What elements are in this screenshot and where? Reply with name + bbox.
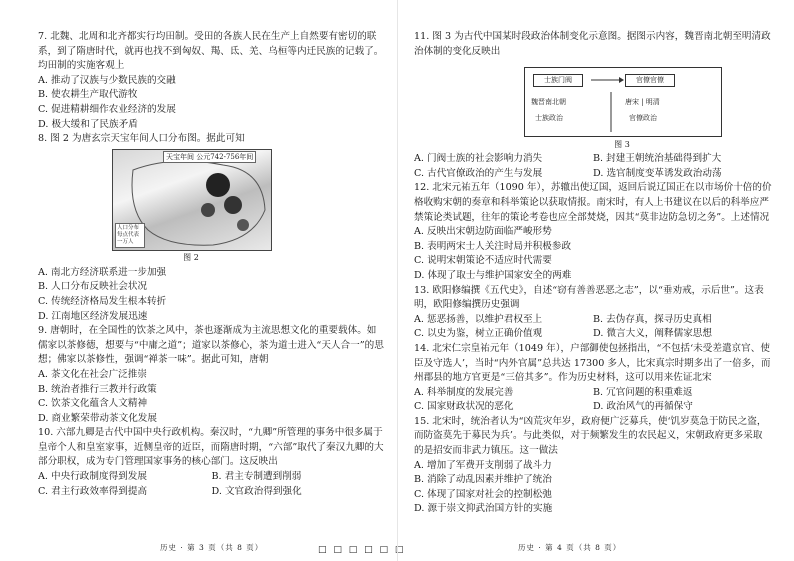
option-8b[interactable]: B. 人口分布反映社会状况 xyxy=(38,281,148,293)
option-13a[interactable]: A. 惩恶扬善，以维护君权至上 xyxy=(414,313,543,325)
page-right xyxy=(397,0,794,561)
figure-3-caption: 图 3 xyxy=(614,140,630,150)
question-8-text: 8. 图 2 为唐玄宗天宝年间人口分布图。据此可知 xyxy=(38,133,245,145)
option-9c[interactable]: C. 饮茶文化蕴含人文精神 xyxy=(38,398,148,410)
option-15c[interactable]: C. 体现了国家对社会的控制松弛 xyxy=(414,488,552,500)
question-12 xyxy=(414,181,772,283)
map-legend: 人口分布 每点代表 一万人 xyxy=(115,223,145,248)
diagram-label-period2: 唐宋 | 明清 xyxy=(625,98,660,107)
question-12-text: 12. 北宋元祐五年（1090 年），苏辙出使辽国，返回后说辽国正在以市场价十倍的价格收购宋朝的奏章和科举策论以获取情报。南宋时，有人上书建议在以后的科举应严禁策论类试题，往年的策论考卷也应全部焚烧，因其“莫非边防急切之务”。上述情况 xyxy=(414,182,772,223)
option-10d[interactable]: D. 文官政治得到强化 xyxy=(211,485,302,497)
diagram-box-gentry: 士族门阀 xyxy=(533,74,583,87)
option-15b[interactable]: B. 消除了动乱因素并维护了统治 xyxy=(414,474,552,486)
option-7b[interactable]: B. 使农耕生产取代游牧 xyxy=(38,89,138,101)
option-13b[interactable]: B. 去伪存真，探寻历史真相 xyxy=(593,313,712,325)
question-13 xyxy=(414,284,772,342)
option-9b[interactable]: B. 统治者推行三教并行政策 xyxy=(38,383,157,395)
question-11-text: 11. 图 3 为古代中国某时段政治体制变化示意图。据图示内容，魏晋南北朝至明清政治体制的变化反映出 xyxy=(414,31,771,57)
question-8 xyxy=(38,132,385,324)
figure-3-diagram xyxy=(524,67,722,137)
option-10c[interactable]: C. 君主行政效率得到提高 xyxy=(38,485,148,497)
option-12b[interactable]: B. 表明两宋士人关注时局并积极参政 xyxy=(414,240,572,252)
question-14-text: 14. 北宋仁宗皇祐元年（1049 年），户部御使包拯指出，“不包括‘未受差遣京官、使臣及守选人’，当时“内外官属”总共达 17300 多人，比宋真宗时期多出了一倍多，而州郡县的地方官更是“三倍其多”。作为历史材料，这可以用来佐证北宋 xyxy=(414,342,771,384)
diagram-label-period1: 魏晋南北朝 xyxy=(531,98,566,107)
population-map xyxy=(112,149,272,251)
option-7c[interactable]: C. 促进精耕细作农业经济的发展 xyxy=(38,103,176,115)
option-12d[interactable]: D. 体现了取士与维护国家安全的两难 xyxy=(414,269,572,281)
option-13d[interactable]: D. 微言大义，阐释儒家思想 xyxy=(593,328,712,340)
question-14 xyxy=(414,342,772,415)
question-13-text: 13. 欧阳修编撰《五代史》，自述“窃有善善恶恶之志”，以“垂劝戒，示后世”。这表明，欧阳修编撰历史强调 xyxy=(414,284,764,311)
option-8a[interactable]: A. 南北方经济联系进一步加强 xyxy=(38,266,167,278)
question-10 xyxy=(38,426,385,499)
question-10-text: 10. 六部九卿是古代中国中央行政机构。秦汉时，“九卿”所管理的事务中很多属于皇帝个人和皇室家事，近侧皇帝的近臣，而隋唐时期，“六部”取代了秦汉九卿的大部分职权，成为专门管理国家事务的核心部门。这反映出 xyxy=(38,427,384,468)
option-15d[interactable]: D. 源于崇文抑武治国方针的实施 xyxy=(414,503,553,515)
option-8d[interactable]: D. 江南地区经济发展迅速 xyxy=(38,310,148,322)
figure-2-caption: 图 2 xyxy=(183,252,199,262)
option-12a[interactable]: A. 反映出宋朝边防面临严峻形势 xyxy=(414,226,552,238)
option-7d[interactable]: D. 极大缓和了民族矛盾 xyxy=(38,118,138,130)
option-10a[interactable]: A. 中央行政制度得到发展 xyxy=(38,471,147,483)
option-11b[interactable]: B. 封建王朝统治基础得到扩大 xyxy=(593,153,722,165)
map-title: 天宝年间 公元742-756年间 xyxy=(163,151,256,163)
question-11 xyxy=(414,30,772,181)
option-14d[interactable]: D. 政治风气的再循保守 xyxy=(593,401,693,413)
option-10b[interactable]: B. 君主专制遭到削弱 xyxy=(211,471,302,483)
option-12c[interactable]: C. 说明宋朝策论不适应时代需要 xyxy=(414,255,552,267)
option-13c[interactable]: C. 以史为鉴，树立正确价值观 xyxy=(414,328,543,340)
option-15a[interactable]: A. 增加了军费开支削弱了战斗力 xyxy=(414,459,552,471)
option-14c[interactable]: C. 国家财政状况的恶化 xyxy=(414,401,514,413)
option-11a[interactable]: A. 门阀士族的社会影响力消失 xyxy=(414,153,543,165)
diagram-label-bureaucratic-politics: 官僚政治 xyxy=(629,114,657,123)
option-14a[interactable]: A. 科举制度的发展完善 xyxy=(414,386,514,398)
question-9-text: 9. 唐朝时，在全国性的饮茶之风中，茶也逐渐成为主流思想文化的重要载体。如儒家以茶修德，想要与“中庸之道”；道家以茶修心，茶为道士进入“天人合一”的思想；佛家以茶修性，强调“禅茶一味”。据此可知，唐朝 xyxy=(38,325,384,366)
option-7a[interactable]: A. 推动了汉族与少数民族的交融 xyxy=(38,74,176,86)
option-11c[interactable]: C. 古代官僚政治的产生与发展 xyxy=(414,167,543,179)
option-14b[interactable]: B. 冗官问题的积重难返 xyxy=(593,386,693,398)
question-7-text: 7. 北魏、北周和北齐都实行均田制。受田的各族人民在生产上自然要有密切的联系，到了隋唐时代，就再也找不到匈奴、羯、氐、羌、乌桓等内迁民族的记载了。均田制的实施客观上 xyxy=(38,31,384,72)
page-footer-left: 历史 · 第 3 页（共 8 页） xyxy=(160,543,264,552)
question-15 xyxy=(414,415,772,517)
option-9d[interactable]: D. 商业繁荣带动茶文化发展 xyxy=(38,412,157,424)
diagram-box-bureaucrat: 官僚官僚 xyxy=(625,74,675,87)
page-footer-right: 历史 · 第 4 页（共 8 页） xyxy=(518,543,622,552)
option-8c[interactable]: C. 传统经济格局发生根本转折 xyxy=(38,295,167,307)
question-15-text: 15. 北宋时，统治者认为“凶荒灾年岁，政府便广泛募兵，使‘饥岁莫急于防民之盗，而防盗莫先于募民为兵’。与此类似，对于频繁发生的农民起义，宋朝政府更多采取的是招安而非武力镇压。这一做法 xyxy=(414,415,767,457)
question-9 xyxy=(38,324,385,426)
diagram-lines xyxy=(525,68,721,136)
option-11d[interactable]: D. 选官制度变革诱发政治动荡 xyxy=(593,167,722,179)
option-9a[interactable]: A. 茶文化在社会广泛推崇 xyxy=(38,368,147,380)
center-marks: □ □ □ □ □ □ xyxy=(318,545,406,555)
diagram-label-gentry-politics: 士族政治 xyxy=(535,114,563,123)
question-7 xyxy=(38,30,385,132)
